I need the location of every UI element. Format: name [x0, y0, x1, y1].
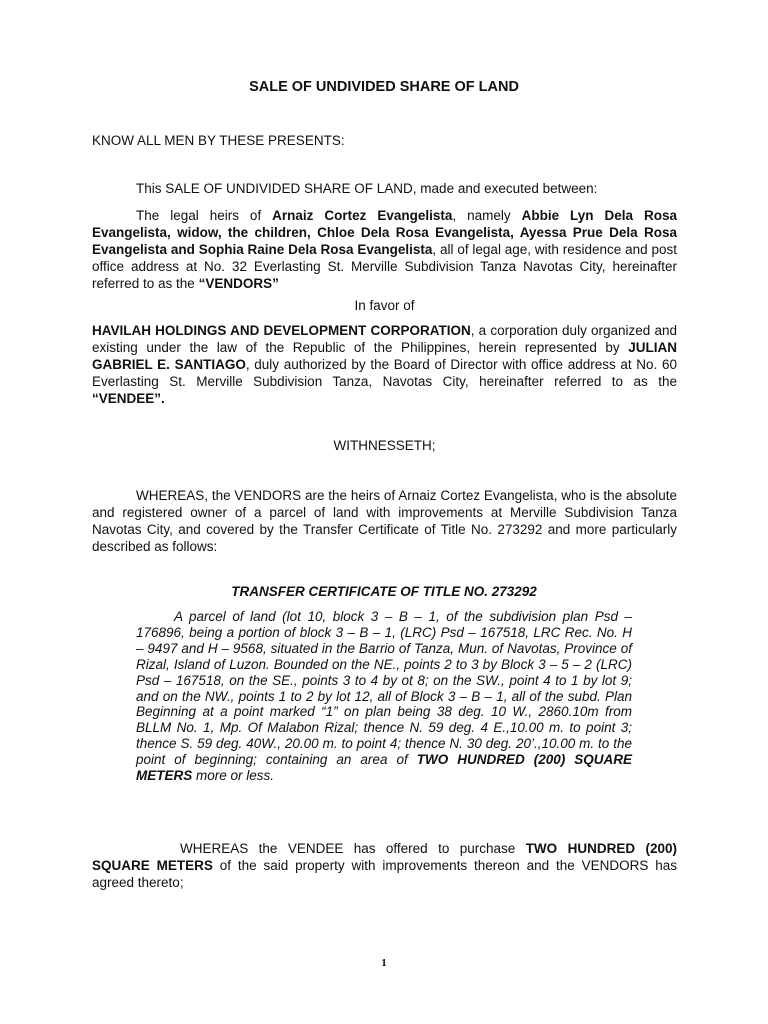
- vendee-name: HAVILAH HOLDINGS AND DEVELOPMENT CORPORATION: [92, 323, 471, 338]
- decedent-name: Arnaiz Cortez Evangelista: [272, 208, 453, 223]
- vendee-representative: JULIAN GABRIEL E. SANTIAGO: [92, 340, 677, 372]
- whereas-paragraph-1: WHEREAS, the VENDORS are the heirs of Arnaiz Cortez Evangelista, who is the absolute and registered owner of a parcel of land with improvements at Merville Subdivision Tanza Navotas City, and covered by the Transfer Certificate of Title No. 273292 and more particularly described as follows:: [92, 488, 677, 554]
- vendee-text-1: , a corporation duly organized and existing under the law of the Republic of the Philippines, herein represented by: [92, 323, 677, 355]
- whereas2-text-1: WHEREAS the VENDEE has offered to purchase: [180, 841, 526, 856]
- whereas2-area: TWO HUNDRED (200) SQUARE METERS: [92, 841, 677, 873]
- page-number: 1: [381, 957, 387, 969]
- whereas2-text-2: of the said property with improvements thereon and the VENDORS has agreed thereto;: [92, 858, 677, 890]
- parties-text-3: , all of legal age, with residence and post office address at No. 32 Everlasting St. Merville Subdivision Tanza Navotas City, hereinafter referred to as the: [92, 242, 677, 291]
- salutation: KNOW ALL MEN BY THESE PRESENTS:: [92, 133, 345, 148]
- parties-text-1: The legal heirs of: [136, 208, 273, 223]
- document-title: SALE OF UNDIVIDED SHARE OF LAND: [249, 79, 519, 95]
- heirs-names: Abbie Lyn Dela Rosa Evangelista, widow, the children, Chloe Dela Rosa Evangelista, Ayessa Prue Dela Rosa Evangelista and Sophia Raine Dela Rosa Evangelista: [92, 208, 678, 257]
- tct-text-1: A parcel of land (lot 10, block 3 – B – 1, of the subdivision plan Psd – 176896, being a portion of block 3 – B – 1, (LRC) Psd – 167518, LRC Rec. No. H – 9497 and H – 9568, situated in the Barrio of Tanza, Mun. of Navotas, Province of Rizal, Island of Luzon. Bounded on the NE., points 2 to 3 by Block 3 – 5 – 2 (LRC) Psd – 167518, on the SE., points 3 to 4 by ot 8; on the SW., point 4 to 1 by lot 9; and on the NW., points 1 to 2 by lot 12, all of Block 3 – B – 1, all of the subd. Plan Beginning at a point marked “1” on plan being 38 deg. 10 W., 2860.10m from BLLM No. 1, Mp. Of Malabon Rizal; thence N. 59 deg. 4 E.,10.00 m. to point 3; thence S. 59 deg. 40W., 20.00 m. to point 4; thence N. 30 deg. 20’.,10.00 m. to the point of beginning; containing an area of: [136, 609, 632, 768]
- whereas-paragraph-2: [92, 840, 677, 891]
- tct-title: TRANSFER CERTIFICATE OF TITLE NO. 273292: [231, 584, 537, 599]
- intro-paragraph: This SALE OF UNDIVIDED SHARE OF LAND, made and executed between:: [136, 181, 598, 196]
- tct-description: [136, 609, 632, 784]
- tct-text-2: more or less.: [192, 768, 275, 784]
- witnesseth-heading: WITHNESSETH;: [333, 438, 436, 453]
- in-favor-of: In favor of: [354, 298, 415, 313]
- tct-area: TWO HUNDRED (200) SQUARE METERS: [136, 752, 633, 784]
- parties-paragraph: [92, 207, 677, 292]
- parties-text-2: , namely: [452, 208, 522, 223]
- vendee-paragraph: [92, 322, 677, 407]
- vendors-label: “VENDORS”: [198, 276, 279, 291]
- vendee-text-2: , duly authorized by the Board of Director with office address at No. 60 Everlasting St. Merville Subdivision Tanza, Navotas City, hereinafter referred to as the: [92, 357, 678, 389]
- vendee-label: “VENDEE”.: [92, 391, 165, 406]
